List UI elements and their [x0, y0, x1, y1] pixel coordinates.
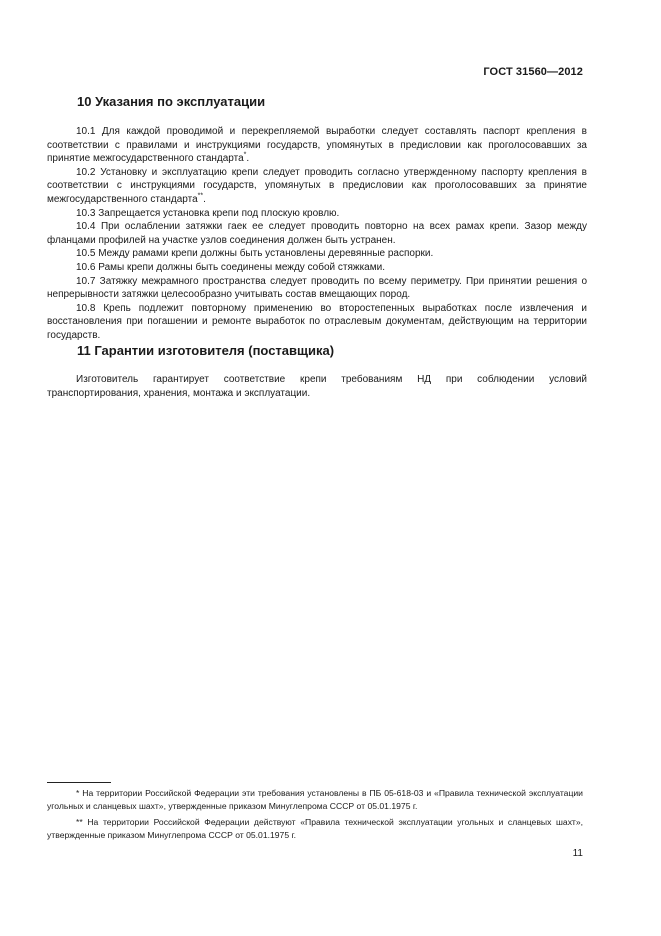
paragraph-10-2: 10.2 Установку и эксплуатацию крепи следует проводить согласно утвержденному паспорту крепления в соответствии с инструкциями государств, упомянутых в предисловии как проголосовавших за принятие межгосударственного стандарта**. — [47, 166, 587, 205]
paragraph-10-5: 10.5 Между рамами крепи должны быть установлены деревянные распорки. — [76, 248, 434, 260]
paragraph-10-7: 10.7 Затяжку межрамного пространства следует проводить по всему периметру. При принятии решения о непрерывности затяжки целесообразно учитывать состав вмещающих пород. — [47, 275, 587, 301]
section-10 — [47, 94, 587, 343]
footnote-separator — [47, 782, 111, 783]
paragraph-10-8: 10.8 Крепь подлежит повторному применению во второстепенных выработках после извлечения и восстановления при погашении и ремонте выработок по отраслевым документам, действующим на территории государств. — [47, 302, 587, 341]
page-number: 11 — [572, 848, 583, 859]
section-11 — [47, 343, 587, 400]
paragraph-10-4: 10.4 При ослаблении затяжки гаек ее следует проводить повторно на всех рамах крепи. Зазор между фланцами профилей на участке узлов соединения должен быть устранен. — [47, 221, 587, 246]
section-10-paragraphs — [47, 125, 587, 343]
section-11-title: 11 Гарантии изготовителя (поставщика) — [77, 343, 335, 358]
section-11-paragraphs — [47, 373, 587, 400]
paragraph-10-3: 10.3 Запрещается установка крепи под плоскую кровлю. — [76, 207, 340, 219]
footnote-1: * На территории Российской Федерации эти требования установлены в ПБ 05-618-03 и «Правила технической эксплуатации угольных и сланцевых шахт», утвержденные приказом Минуглепрома СССР от 05.01.1975 г. — [47, 788, 583, 811]
footnote-mark-2: ** — [197, 192, 204, 200]
paragraph-10-6: 10.6 Рамы крепи должны быть соединены между собой стяжками. — [76, 261, 385, 273]
section-10-title: 10 Указания по эксплуатации — [77, 94, 266, 109]
document-code-header: ГОСТ 31560—2012 — [483, 66, 583, 78]
paragraph-11: Изготовитель гарантирует соответствие крепи требованиям НД при соблюдении условий транспортирования, хранения, монтажа и эксплуатации. — [47, 374, 587, 399]
paragraph-10-1: 10.1 Для каждой проводимой и перекрепляемой выработки следует составлять паспорт крепления в соответствии с правилами и инструкциями государств, упомянутых в предисловии как проголосовавших за принятие межгосударственного стандарта*. — [47, 126, 587, 165]
footnotes — [47, 787, 583, 845]
footnote-2: ** На территории Российской Федерации действуют «Правила технической эксплуатации угольных и сланцевых шахт», утвержденные приказом Минуглепрома СССР от 05.01.1975 г. — [47, 817, 583, 840]
footnote-mark-1: * — [243, 151, 247, 159]
